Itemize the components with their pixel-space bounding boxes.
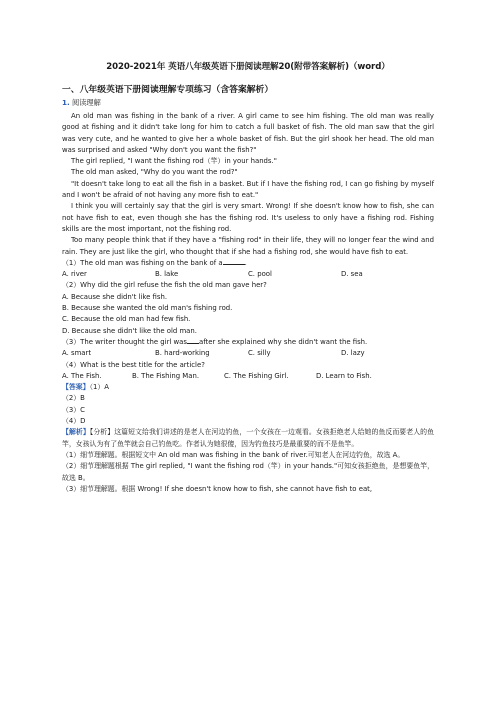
passage-paragraph: I think you will certainly say that the girl is very smart. Wrong! If she doesn't know how to fish, she can not have fish to eat, even though she has the fishing rod. It's useless to only have a fishing rod. Fishing skills are the most important, not the fishing rod. xyxy=(62,202,434,233)
option: A. smart xyxy=(62,349,92,358)
option-row xyxy=(62,371,434,382)
option: D. sea xyxy=(341,270,363,279)
question-number: 1. xyxy=(62,98,70,107)
option: C. silly xyxy=(248,349,271,358)
option: A. Because she didn't like fish. xyxy=(62,292,168,301)
option-row xyxy=(62,269,434,280)
answer-value: （4）D xyxy=(62,417,86,426)
page-title: 2020-2021年 英语八年级英语下册阅读理解20(附带答案解析)（word） xyxy=(106,62,390,72)
option: D. Learn to Fish. xyxy=(316,371,372,380)
option: B. hard-working xyxy=(155,349,210,358)
question-stem: （4）What is the best title for the article? xyxy=(62,360,205,369)
answer-value: （1）A xyxy=(89,383,109,392)
option: B. Because she wanted the old man's fishing rod. xyxy=(62,304,233,313)
passage-paragraph: Too many people think that if they have a "fishing rod" in their life, they will no longer fear the wind and rain. They are just like the girl, who thought that if she had a fishing rod, she would have fish to eat. xyxy=(62,236,434,256)
passage-paragraph: The old man asked, "Why do you want the rod?" xyxy=(71,168,238,177)
passage-paragraph: An old man was fishing in the bank of a river. A girl came to see him fishing. The old man was really good at fishing and it didn't take long for him to catch a full basket of fish. The old man saw that the girl was very cute, and he wanted to give her a whole basket of fish. But the girl shook her head. The old man was surprised and asked "Why don't you want the fish?" xyxy=(62,112,434,154)
question-stem: （2）Why did the girl refuse the fish the old man gave her? xyxy=(62,281,267,290)
answer-value: （2）B xyxy=(62,394,85,403)
option: B. The Fishing Man. xyxy=(132,371,200,380)
option-row xyxy=(62,348,434,359)
answer-blank xyxy=(187,337,199,344)
option: B. lake xyxy=(155,270,179,279)
option: C. Because the old man had few fish. xyxy=(62,315,191,324)
option: A. The Fish. xyxy=(62,371,102,380)
analysis-intro: 【解析】【分析】这篇短文给我们讲述的是老人在河边钓鱼，一个女孩在一边观看。女孩拒绝老人给她的鱼反而要老人的鱼竿，女孩认为有了鱼竿就会自己钓鱼吃。作者认为她很傻，因为钓鱼技巧是最重要的而不是鱼竿。 xyxy=(62,428,435,448)
answer-blank xyxy=(223,258,245,265)
option: D. lazy xyxy=(341,349,365,358)
question-header xyxy=(62,98,101,108)
question-label: 阅读理解 xyxy=(72,98,101,107)
answer-value: （3）C xyxy=(62,405,85,414)
analysis-item: （3）细节理解题。根据 Wrong! If she doesn't know how to fish, she cannot have fish to eat, xyxy=(62,484,373,493)
passage-paragraph: "It doesn't take long to eat all the fish in a basket. But if I have the fishing rod, I can go fishing by myself and I won't be afraid of not having any more fish to eat." xyxy=(62,179,434,200)
answer-label: 【答案】 xyxy=(62,383,90,392)
section-heading: 一、八年级英语下册阅读理解专项练习（含答案解析） xyxy=(62,85,274,95)
analysis-label: 【解析】 xyxy=(62,428,90,437)
answer-block xyxy=(62,382,434,393)
option: A. river xyxy=(62,270,87,279)
option: D. Because she didn't like the old man. xyxy=(62,326,197,335)
analysis-item: （1）细节理解题。根据短文中 An old man was fishing in the bank of river.可知老人在河边钓鱼，故选 A。 xyxy=(62,450,405,459)
question-body xyxy=(62,111,434,495)
option: C. pool xyxy=(248,270,272,279)
analysis-item: （2）细节理解题根据 The girl replied, "I want the fishing rod（竿）in your hands."可知女孩拒绝鱼，是想要鱼竿，故选 B。 xyxy=(62,462,434,482)
passage-paragraph: The girl replied, "I want the fishing rod（竿）in your hands." xyxy=(71,157,277,166)
question-stem: （3）The writer thought the girl was after she explained why she didn't want the fish. xyxy=(62,337,368,346)
question-stem: （1）The old man was fishing on the bank of a . xyxy=(62,258,247,267)
option: C. The Fishing Girl. xyxy=(224,371,289,380)
